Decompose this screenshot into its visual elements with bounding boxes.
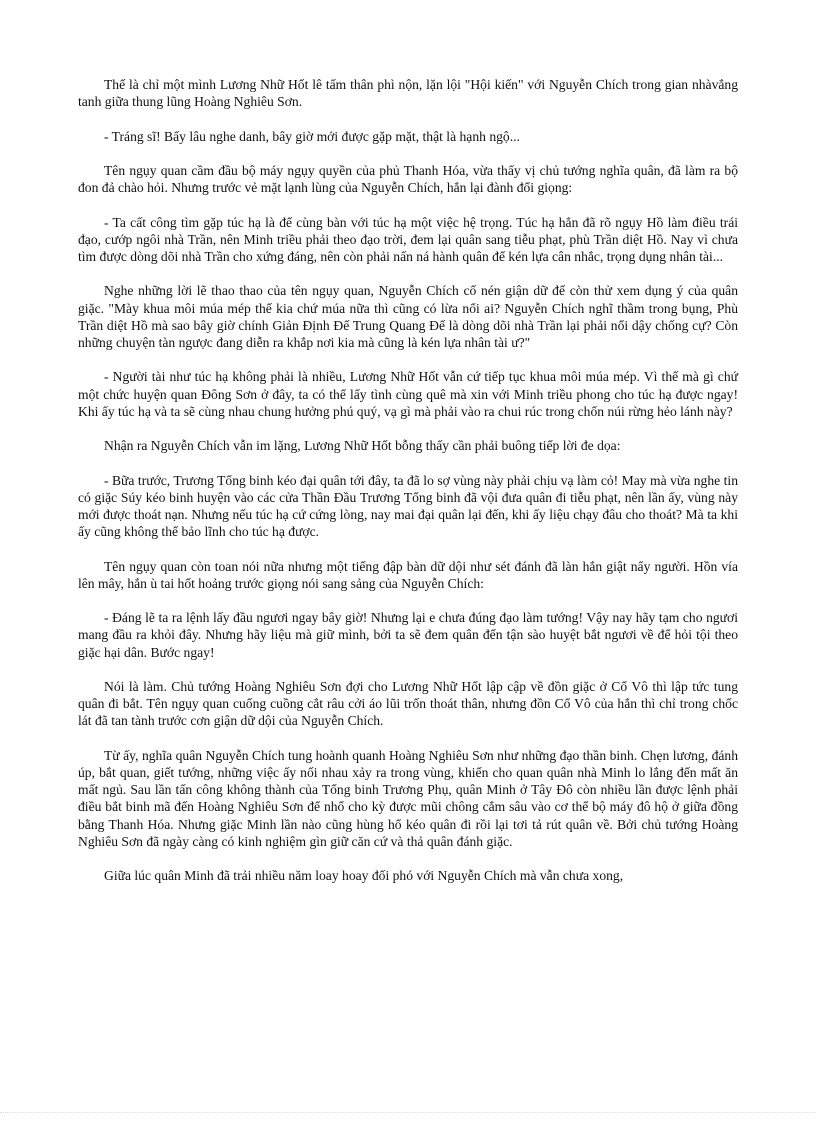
paragraph-9: Tên ngụy quan còn toan nói nữa nhưng một tiếng đập bàn dữ dội như sét đánh đã làn hắn giật nẩy người. Hồn vía lên mây, hắn ù tai hốt hoảng trước giọng nói sang sảng của Nguyễn Chích: — [78, 558, 738, 591]
document-body — [78, 76, 738, 884]
paragraph-1: Thế là chỉ một mình Lương Nhữ Hốt lê tấm thân phì nộn, lặn lội "Hội kiến" với Nguyễn Chích trong gian nhàvắng tanh giữa thung lũng Hoàng Nghiêu Sơn. — [78, 77, 738, 110]
paragraph-2: - Tráng sĩ! Bấy lâu nghe danh, bây giờ mới được gặp mặt, thật là hạnh ngộ... — [104, 128, 520, 144]
paragraph-4: - Ta cất công tìm gặp túc hạ là để cùng bàn với túc hạ một việc hệ trọng. Túc hạ hẳn đã rõ ngụy Hồ làm điều trái đạo, cướp ngôi nhà Trần, nên Minh triều phải theo đạo trời, đem lại quân sang tiễu phạt, phù Trần diệt Hồ. Nay vì chưa tìm được dòng dõi nhà Trần cho xứng đáng, nên còn phải nấn ná hành quân để kén lựa cân nhắc, trọng dụng nhân tài... — [78, 214, 738, 264]
paragraph-6: - Người tài như túc hạ không phải là nhiều, Lương Nhữ Hốt vẫn cứ tiếp tục khua môi múa mép. Vì thế mà gì chứ một chức huyện quan Đông Sơn ở đây, ta có thể lấy tình cùng quê mà xin với Minh triều phong cho túc hạ được ngay! Khi ấy túc hạ và ta sẽ cùng nhau chung hưởng phú quý, vạ gì mà phải vào ra chui rúc trong chốn núi rừng hẻo lánh này? — [78, 369, 738, 419]
page-bottom-edge — [0, 1112, 816, 1113]
paragraph-11: Nói là làm. Chủ tướng Hoàng Nghiêu Sơn đợi cho Lương Nhữ Hốt lập cập về đồn giặc ở Cổ Vô thì lập tức tung quân đi bắt. Tên ngụy quan cuống cuồng cắt râu cởi áo lũi trốn thoát thân, nhưng đồn Cổ Vô của hắn thì chỉ trong chốc lát đã tan tành trước cơn giận dữ dội của Nguyễn Chích. — [78, 678, 738, 729]
paragraph-3: Tên ngụy quan cầm đầu bộ máy ngụy quyền của phủ Thanh Hóa, vừa thấy vị chủ tướng nghĩa quân, đã làm ra bộ đon đả chào hỏi. Nhưng trước vẻ mặt lạnh lùng của Nguyễn Chích, hắn lại đành đổi giọng: — [78, 162, 738, 196]
paragraph-7: Nhận ra Nguyễn Chích vẫn im lặng, Lương Nhữ Hốt bỗng thấy cần phải buông tiếp lời đe dọa: — [104, 438, 621, 454]
paragraph-12: Từ ấy, nghĩa quân Nguyễn Chích tung hoành quanh Hoàng Nghiêu Sơn như những đạo thần binh. Chẹn lương, đánh úp, bắt quan, giết tướng, những việc ấy nối nhau xảy ra trong vùng, khiến cho quan quân nhà Minh lo lắng đến mất ăn mất ngủ. Sau lần tấn công không thành của Tổng binh Trương Phụ, quân Minh ở Tây Đô còn nhiều lần được lệnh phải điều bắt binh mã đến Hoàng Nghiêu Sơn để nhổ cho kỳ được mũi chông cắm sâu vào cơ thể bộ máy đô hộ ở giữa đồng bằng Thanh Hóa. Nhưng giặc Minh lần nào cũng hùng hổ kéo quân đi rồi lại tơi tả rút quân về. Bởi chủ tướng Hoàng Nghiêu Sơn đã ngày càng có kinh nghiệm gìn giữ căn cứ và thả quân đánh giặc. — [78, 747, 738, 849]
paragraph-10: - Đáng lẽ ta ra lệnh lấy đầu ngươi ngay bây giờ! Nhưng lại e chưa đúng đạo làm tướng! Vậy nay hãy tạm cho ngươi mang đầu ra khỏi đây. Nhưng hãy liệu mà giữ mình, bởi ta sẽ đem quân đến tận sào huyệt bắt ngươi về để hỏi tội theo giặc hại dân. Bước ngay! — [78, 610, 738, 660]
paragraph-5: Nghe những lời lẽ thao thao của tên ngụy quan, Nguyễn Chích cố nén giận dữ để còn thử xem dụng ý của quân giặc. "Mày khua môi múa mép thế kia chứ múa nữa thì cũng có lừa nổi ai? Nguyễn Chích nghĩ thầm trong bụng, Phù Trần diệt Hồ mà sao bây giờ chính Giản Định Đế Trung Quang Đế là dòng dõi nhà Trần lại phải nổi dậy chống cự? Còn những chuyện tàn ngược đang diễn ra khắp nơi kia mà cũng là kén lựa nhân tài ư?" — [78, 283, 738, 350]
paragraph-13: Giữa lúc quân Minh đã trải nhiều năm loay hoay đối phó với Nguyễn Chích mà vẫn chưa xong, — [104, 868, 624, 884]
paragraph-8: - Bữa trước, Trương Tổng binh kéo đại quân tới đây, ta đã lo sợ vùng này phải chịu vạ làm cỏ! May mà vừa nghe tin có giặc Súy kéo binh huyện vào các cửa Thần Đầu Trương Tổng binh đã vội đưa quân đi tiễu phạt, nên lần ấy, vùng này mới được thoát nạn. Nhưng nếu túc hạ cứ cứng lòng, nay mai đại quân lại đến, khi ấy liệu chạy đâu cho thoát? Mà ta khi ấy cũng không thể bảo lĩnh cho túc hạ được. — [78, 472, 738, 540]
